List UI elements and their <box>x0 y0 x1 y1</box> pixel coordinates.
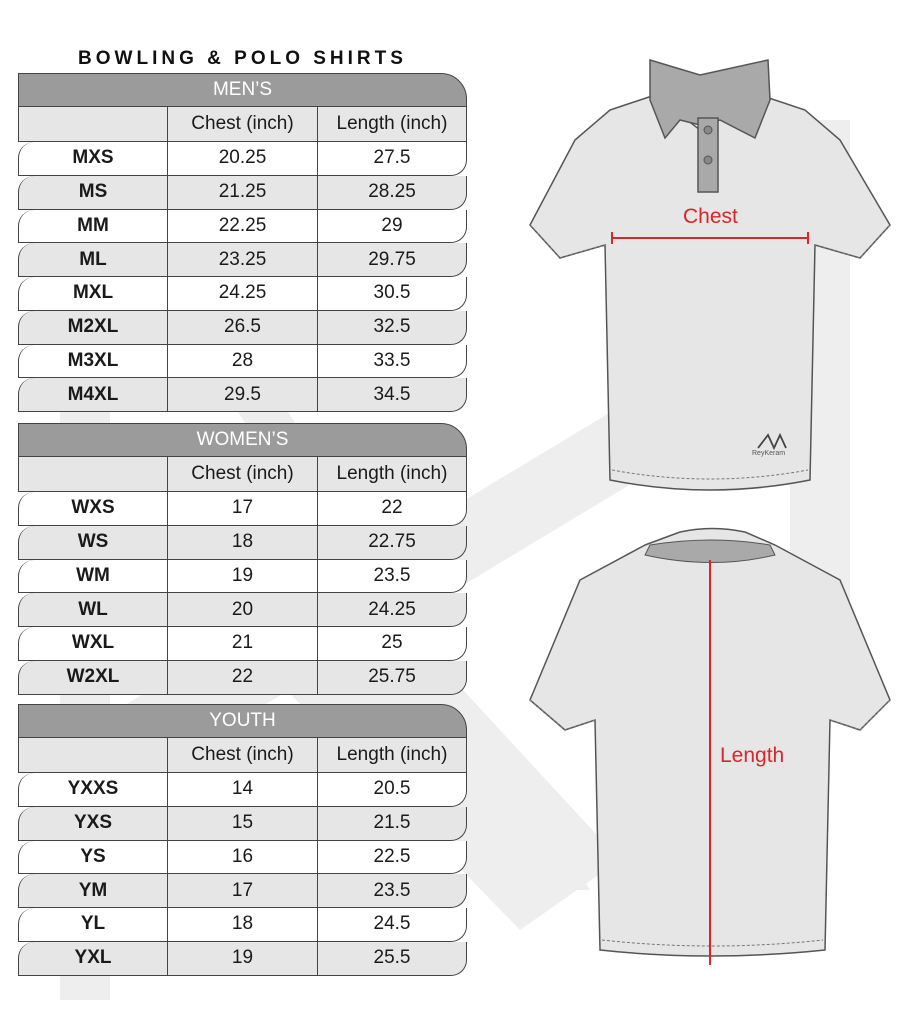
header-length: Length (inch) <box>317 107 466 141</box>
size-cell: MS <box>78 181 108 203</box>
size-cell: WS <box>77 531 109 553</box>
size-cell: YXS <box>73 812 113 834</box>
length-cell: 32.5 <box>317 311 466 344</box>
size-cell: YXL <box>74 947 112 969</box>
length-cell: 25.5 <box>317 942 466 975</box>
size-cell: YS <box>80 845 106 867</box>
size-cell: MXL <box>72 282 114 304</box>
length-cell: 25 <box>317 627 466 660</box>
front-shirt-illustration <box>530 60 890 490</box>
womens-table-title: WOMEN’S <box>18 423 467 457</box>
chest-cell: 26.5 <box>167 311 317 344</box>
chest-cell: 19 <box>167 942 317 975</box>
chest-cell: 21.25 <box>167 176 317 209</box>
chest-cell: 14 <box>167 773 317 806</box>
chest-cell: 22 <box>167 661 317 694</box>
size-cell: YXXS <box>67 778 119 800</box>
length-cell: 29.75 <box>317 243 466 276</box>
header-length: Length (inch) <box>317 457 466 491</box>
back-shirt-illustration <box>530 529 890 966</box>
size-cell: W2XL <box>66 666 120 688</box>
size-cell: WXS <box>71 497 115 519</box>
size-cell: MXS <box>72 147 114 169</box>
size-cell: YM <box>78 879 108 901</box>
chest-cell: 22.25 <box>167 210 317 243</box>
length-cell: 24.25 <box>317 593 466 626</box>
length-cell: 21.5 <box>317 807 466 840</box>
chest-cell: 28 <box>167 345 317 378</box>
length-cell: 22.5 <box>317 841 466 874</box>
mens-table-title: MEN’S <box>18 73 467 107</box>
length-cell: 33.5 <box>317 345 466 378</box>
chest-cell: 20.25 <box>167 142 317 175</box>
length-cell: 30.5 <box>317 277 466 310</box>
length-cell: 23.5 <box>317 874 466 907</box>
size-cell: MM <box>77 214 109 236</box>
header-chest: Chest (inch) <box>167 107 317 141</box>
chest-cell: 20 <box>167 593 317 626</box>
length-cell: 28.25 <box>317 176 466 209</box>
chest-cell: 17 <box>167 874 317 907</box>
chest-cell: 18 <box>167 526 317 559</box>
length-cell: 29 <box>317 210 466 243</box>
size-cell: M3XL <box>67 349 119 371</box>
length-cell: 24.5 <box>317 908 466 941</box>
youth-table-title: YOUTH <box>18 704 467 738</box>
logo-text: ReyKeram <box>752 450 786 457</box>
length-cell: 23.5 <box>317 560 466 593</box>
size-cell: ML <box>79 248 107 270</box>
length-cell: 27.5 <box>317 142 466 175</box>
length-cell: 20.5 <box>317 773 466 806</box>
size-cell: YL <box>80 913 106 935</box>
chest-cell: 15 <box>167 807 317 840</box>
size-cell: WM <box>76 564 110 586</box>
page-title: BOWLING & POLO SHIRTS <box>78 48 407 69</box>
size-cell: M2XL <box>67 316 119 338</box>
size-cell: WL <box>78 598 108 620</box>
chest-cell: 29.5 <box>167 378 317 411</box>
chest-measure-label: Chest <box>683 205 738 228</box>
length-cell: 25.75 <box>317 661 466 694</box>
length-measure-label: Length <box>720 744 785 767</box>
size-cell: M4XL <box>67 383 119 405</box>
header-chest: Chest (inch) <box>167 457 317 491</box>
length-cell: 34.5 <box>317 378 466 411</box>
chest-cell: 18 <box>167 908 317 941</box>
chest-cell: 24.25 <box>167 277 317 310</box>
chest-cell: 21 <box>167 627 317 660</box>
chest-cell: 19 <box>167 560 317 593</box>
length-cell: 22 <box>317 492 466 525</box>
size-cell: WXL <box>71 632 115 654</box>
header-length: Length (inch) <box>317 738 466 772</box>
chest-cell: 23.25 <box>167 243 317 276</box>
length-cell: 22.75 <box>317 526 466 559</box>
chest-cell: 16 <box>167 841 317 874</box>
chest-cell: 17 <box>167 492 317 525</box>
header-chest: Chest (inch) <box>167 738 317 772</box>
